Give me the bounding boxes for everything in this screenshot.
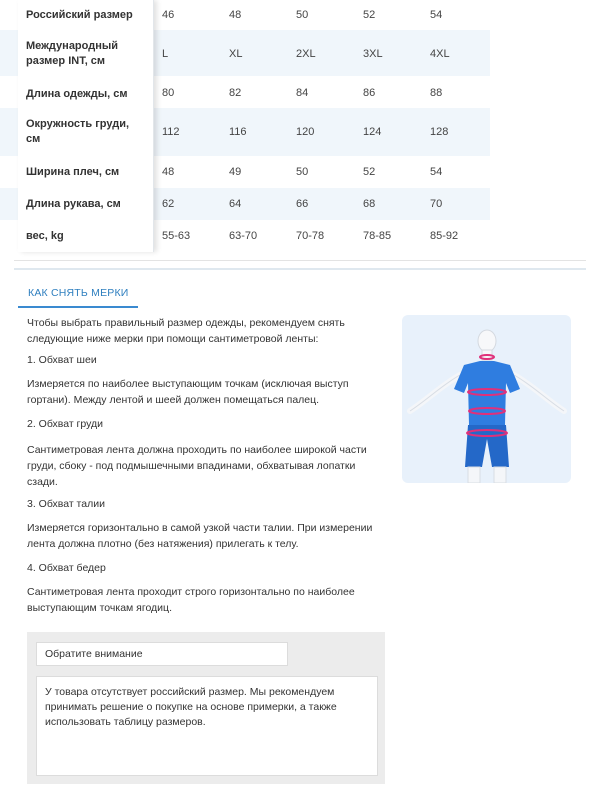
row-header: Окружность груди, см: [26, 118, 130, 145]
table-cell: 120: [296, 126, 315, 138]
measure-title: 3. Обхват талии: [27, 498, 105, 510]
table-cell: 82: [229, 87, 242, 99]
table-cell: 78-85: [363, 230, 392, 242]
table-cell: 4XL: [430, 48, 450, 60]
table-cell: XL: [229, 48, 243, 60]
table-cell: 63-70: [229, 230, 258, 242]
table-cell: 112: [162, 126, 180, 138]
table-cell: 52: [363, 9, 376, 21]
measure-text: Сантиметровая лента должна проходить по наиболее широкой части груди, сбоку - под подмышечными впадинами, обхватывая лопатки сзади.: [27, 444, 367, 488]
tab-active-indicator: [18, 306, 138, 308]
table-cell: 54: [430, 166, 443, 178]
table-cell: 54: [430, 9, 443, 21]
measure-title: 4. Обхват бедер: [27, 562, 106, 574]
table-cell: 86: [363, 87, 376, 99]
row-header: вес, kg: [26, 230, 64, 242]
measure-title: 2. Обхват груди: [27, 418, 103, 430]
notice-body-field[interactable]: У товара отсутствует российский размер. Мы рекомендуем принимать решение о покупке на основе примерки, а также использовать таблицу размеров.: [36, 676, 378, 776]
row-header: Длина рукава, см: [26, 198, 121, 210]
tabs-border: [14, 268, 586, 270]
measure-text: Измеряется по наиболее выступающим точкам (исключая выступ гортани). Между лентой и шеей должен помещаться палец.: [27, 378, 349, 406]
row-header: Российский размер: [26, 9, 133, 21]
row-header: Ширина плеч, см: [26, 166, 120, 178]
table-cell: 70: [430, 198, 443, 210]
table-cell: 66: [296, 198, 309, 210]
table-cell: 48: [162, 166, 175, 178]
table-cell: L: [162, 48, 169, 60]
table-cell: 85-92: [430, 230, 459, 242]
mannequin-measurement-figure-icon: [402, 315, 571, 483]
table-cell: 80: [162, 87, 175, 99]
table-cell: 70-78: [296, 230, 325, 242]
table-cell: 116: [229, 126, 247, 138]
section-divider: [14, 260, 586, 261]
table-cell: 52: [363, 166, 376, 178]
table-cell: 49: [229, 166, 242, 178]
intro-text: Чтобы выбрать правильный размер одежды, рекомендуем снять следующие ниже мерки при помощи сантиметровой ленты:: [27, 317, 345, 345]
table-cell: 50: [296, 9, 309, 21]
measure-text: Сантиметровая лента проходит строго горизонтально по наиболее выступающим точкам ягодиц.: [27, 586, 355, 614]
table-cell: 88: [430, 87, 443, 99]
measure-title: 1. Обхват шеи: [27, 354, 97, 366]
size-table: [0, 0, 600, 252]
measure-text: Измеряется горизонтально в самой узкой части талии. При измерении лента должна плотно (без натяжения) прилегать к телу.: [27, 522, 373, 550]
tab-how-to-measure[interactable]: КАК СНЯТЬ МЕРКИ: [28, 287, 129, 299]
measurement-figure-card: [402, 315, 571, 483]
table-cell: 3XL: [363, 48, 383, 60]
notice-panel: [27, 632, 385, 784]
notice-title-field[interactable]: Обратите внимание: [36, 642, 288, 666]
table-cell: 128: [430, 126, 449, 138]
table-cell: 50: [296, 166, 309, 178]
table-cell: 68: [363, 198, 376, 210]
table-cell: 124: [363, 126, 382, 138]
table-cell: 62: [162, 198, 175, 210]
table-cell: 84: [296, 87, 309, 99]
row-header: Длина одежды, см: [26, 88, 128, 100]
table-cell: 64: [229, 198, 242, 210]
table-cell: 46: [162, 9, 175, 21]
table-cell: 2XL: [296, 48, 316, 60]
row-header: Международный размер INT, см: [26, 40, 119, 67]
table-cell: 48: [229, 9, 242, 21]
table-cell: 55-63: [162, 230, 191, 242]
